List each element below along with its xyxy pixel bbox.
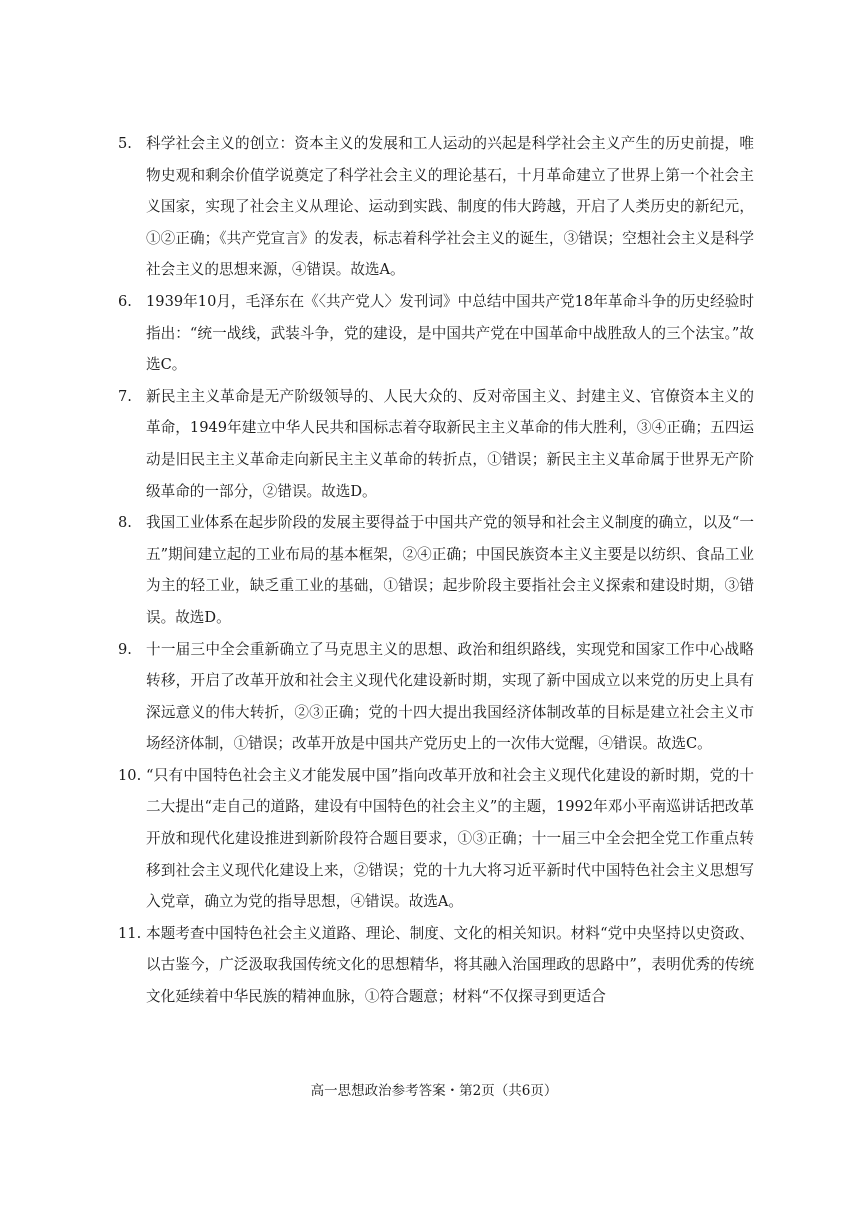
item-text: 本题考查中国特色社会主义道路、理论、制度、文化的相关知识。材料“党中央坚持以史资政、以古鉴今，广泛汲取我国传统文化的思想精华，将其融入治国理政的思路中”，表明优秀的传统文化延续着中华民族的精神血脉，①符合题意；材料“不仅探寻到更适合	[146, 924, 754, 1006]
item-text: “只有中国特色社会主义才能发展中国”指向改革开放和社会主义现代化建设的新时期，党的十二大提出“走自己的道路，建设有中国特色的社会主义”的主题，1992年邓小平南巡讲话把改革开放和现代化建设推进到新阶段符合题目要求，①③正确；十一届三中全会把全党工作重点转移到社会主义现代化建设上来，②错误；党的十九大将习近平新时代中国特色社会主义思想写入党章，确立为党的指导思想，④错误。故选A。	[146, 766, 754, 911]
item-text: 1939年10月，毛泽东在《〈共产党人〉发刊词》中总结中国共产党18年革命斗争的历史经验时指出：“统一战线，武装斗争，党的建设，是中国共产党在中国革命中战胜敌人的三个法宝。”故选C。	[146, 292, 754, 374]
answer-item-7	[118, 381, 754, 507]
answer-item-11	[118, 918, 754, 1013]
item-number: 6.	[118, 292, 132, 310]
item-number: 9.	[118, 640, 132, 658]
item-number: 11.	[118, 924, 142, 942]
answer-item-6	[118, 286, 754, 381]
item-number: 7.	[118, 387, 132, 405]
answer-list	[118, 128, 754, 1013]
answer-item-8	[118, 507, 754, 633]
page-footer: 高一思想政治参考答案・第2页（共6页）	[310, 1083, 558, 1099]
item-text: 科学社会主义的创立：资本主义的发展和工人运动的兴起是科学社会主义产生的历史前提，唯物史观和剩余价值学说奠定了科学社会主义的理论基石，十月革命建立了世界上第一个社会主义国家，实现了社会主义从理论、运动到实践、制度的伟大跨越，开启了人类历史的新纪元，①②正确；《共产党宣言》的发表，标志着科学社会主义的诞生，③错误；空想社会主义是科学社会主义的思想来源，④错误。故选A。	[146, 135, 754, 279]
item-number: 5.	[118, 135, 132, 152]
answer-item-9	[118, 634, 754, 760]
answer-item-10	[118, 760, 754, 918]
item-text: 新民主主义革命是无产阶级领导的、人民大众的、反对帝国主义、封建主义、官僚资本主义的革命，1949年建立中华人民共和国标志着夺取新民主主义革命的伟大胜利，③④正确；五四运动是旧民主主义革命走向新民主主义革命的转折点，①错误；新民主主义革命属于世界无产阶级革命的一部分，②错误。故选D。	[146, 387, 754, 500]
item-text: 十一届三中全会重新确立了马克思主义的思想、政治和组织路线，实现党和国家工作中心战略转移，开启了改革开放和社会主义现代化建设新时期，实现了新中国成立以来党的历史上具有深远意义的伟大转折，②③正确；党的十四大提出我国经济体制改革的目标是建立社会主义市场经济体制，①错误；改革开放是中国共产党历史上的一次伟大觉醒，④错误。故选C。	[146, 640, 754, 753]
item-number: 10.	[118, 766, 142, 784]
answer-item-5	[118, 128, 754, 286]
item-number: 8.	[118, 514, 132, 532]
item-text: 我国工业体系在起步阶段的发展主要得益于中国共产党的领导和社会主义制度的确立，以及“一五”期间建立起的工业布局的基本框架，②④正确；中国民族资本主义主要是以纺织、食品工业为主的轻工业，缺乏重工业的基础，①错误；起步阶段主要指社会主义探索和建设时期，③错误。故选D。	[146, 514, 754, 626]
